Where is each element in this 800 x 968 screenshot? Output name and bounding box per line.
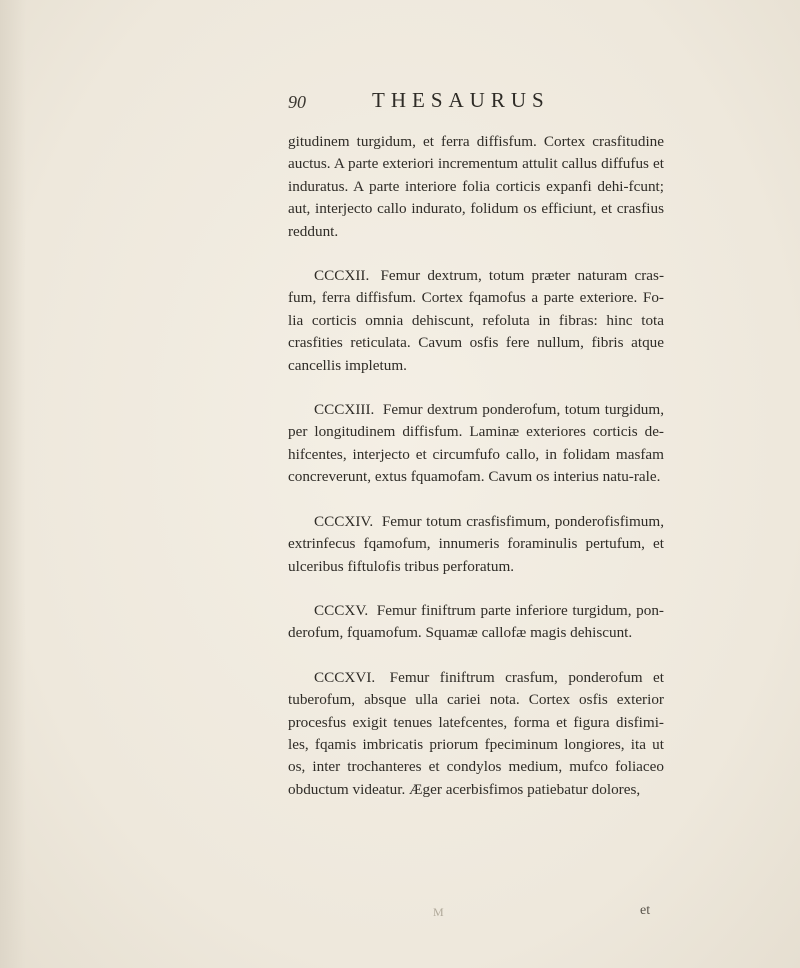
paragraph-text: gitudinem turgidum, et ferra diffisfum. Cortex crasfitudine auctus. A parte exteriori incrementum attulit callus diffufus et induratus. A parte interiore folia corticis expanfi dehi-fcunt; aut, interjecto callo indurato, folidum os efficiunt, et crasfius reddunt. <box>288 133 664 240</box>
paragraph-cccxii <box>288 265 664 377</box>
section-number: CCCXV. <box>314 601 369 619</box>
paragraph-continuation <box>288 131 664 243</box>
paragraph-text: Femur dextrum, totum præter naturam cras-fum, ferra diffisfum. Cortex fqamofus a parte exteriore. Fo-lia corticis omnia dehiscunt, refoluta in fibras: hinc tota crasfities reticulata. Cavum osfis fere nullum, fibris atque cancellis impletum. <box>288 267 665 374</box>
paragraph-cccxv <box>288 600 664 645</box>
section-number: CCCXII. <box>314 267 370 285</box>
page-number: 90 <box>288 92 306 112</box>
body-text <box>288 131 664 801</box>
section-number: CCCXIII. <box>314 401 375 419</box>
section-number: CCCXIV. <box>314 512 374 530</box>
running-title: THESAURUS <box>372 88 550 112</box>
gutter-shadow <box>0 0 26 968</box>
catchword: et <box>640 903 651 918</box>
paragraph-text: Femur finiftrum parte inferiore turgidum, pon-derofum, fquamofum. Squamæ callofæ magis dehiscunt. <box>288 601 664 642</box>
signature-mark: M <box>433 905 445 919</box>
paragraph-text: Femur totum crasfisfimum, ponderofisfimum, extrinfecus fqamofum, innumeris foraminulis pertufum, et ulceribus fiftulofis tribus perforatum. <box>288 512 664 575</box>
page-header <box>0 88 800 118</box>
paragraph-cccxvi <box>288 667 664 801</box>
section-number: CCCXVI. <box>314 668 376 686</box>
paragraph-cccxiii <box>288 399 664 489</box>
paragraph-text: Femur finiftrum crasfum, ponderofum et tuberofum, absque ulla cariei nota. Cortex osfis exterior procesfus exigit tenues latefcentes, forma et figura disfimi-les, fqamis imbricatis priorum fpeciminum longiores, ita ut os, inter trochanteres et condylos medium, mufco foliaceo obductum videatur. Æger acerbisfimos patiebatur dolores, <box>288 668 664 798</box>
paragraph-cccxiv <box>288 511 664 578</box>
paragraph-text: Femur dextrum ponderofum, totum turgidum, per longitudinem diffisfum. Laminæ exteriores corticis de-hifcentes, interjecto et circumfufo callo, in folidam masfam concreverunt, extus fquamofam. Cavum os interius natu-rale. <box>288 401 664 486</box>
